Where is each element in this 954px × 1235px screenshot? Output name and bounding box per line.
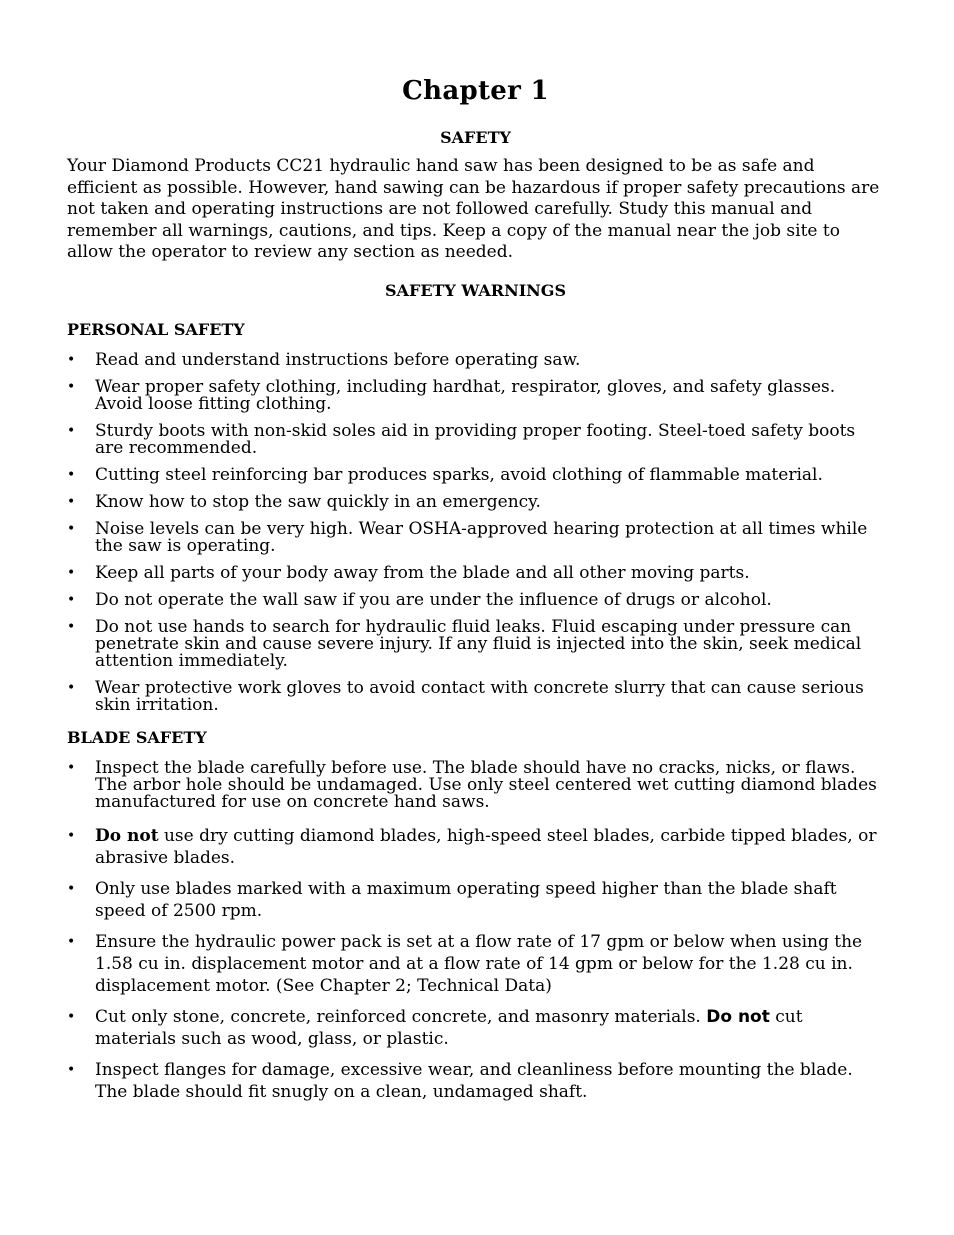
list-item: • Sturdy boots with non-skid soles aid in providing proper footing. Steel-toed safety boots are recommended. <box>67 420 856 458</box>
list-item: • Ensure the hydraulic power pack is set at a flow rate of 17 gpm or below when using the 1.58 cu in. displacement motor and at a flow rate of 14 gpm or below for the 1.28 cu in. displacement motor. (See Chapter 2; Technical Data) <box>67 931 863 996</box>
safety-heading: SAFETY <box>440 128 511 147</box>
bullet-icon: • <box>67 378 76 395</box>
list-item: • Cut only stone, concrete, reinforced concrete, and masonry materials. Do not cut materials such as wood, glass, or plastic. <box>67 1006 803 1049</box>
chapter-title: Chapter 1 <box>402 76 549 106</box>
list-item: • Inspect flanges for damage, excessive wear, and cleanliness before mounting the blade. The blade should fit snugly on a clean, undamaged shaft. <box>67 1059 853 1102</box>
bullet-icon: • <box>67 466 76 483</box>
bullet-icon: • <box>67 880 76 897</box>
safety-intro-paragraph: Your Diamond Products CC21 hydraulic hand saw has been designed to be as safe and efficient as possible. However, hand sawing can be hazardous if proper safety precautions are not taken and operating instructions are not followed carefully. Study this manual and remember all warnings, cautions, and tips. Keep a copy of the manual near the job site to allow the operator to review any section as needed. <box>67 156 880 263</box>
bullet-icon: • <box>67 1061 76 1078</box>
list-item: • Do not use dry cutting diamond blades, high-speed steel blades, carbide tipped blades, or abrasive blades. <box>67 825 877 868</box>
bullet-icon: • <box>67 618 76 635</box>
list-item: • Inspect the blade carefully before use. The blade should have no cracks, nicks, or flaws. The arbor hole should be undamaged. Use only steel centered wet cutting diamond blades manufactured for use on concrete hand saws. <box>67 757 877 812</box>
bullet-icon: • <box>67 564 76 581</box>
blade-safety-list <box>67 757 884 1103</box>
list-item: • Only use blades marked with a maximum operating speed higher than the blade shaft speed of 2500 rpm. <box>67 878 837 921</box>
personal-safety-heading: PERSONAL SAFETY <box>67 319 245 339</box>
list-item: • Wear protective work gloves to avoid contact with concrete slurry that can cause serious skin irritation. <box>67 677 864 715</box>
bullet-icon: • <box>67 827 76 844</box>
list-item: • Do not operate the wall saw if you are under the influence of drugs or alcohol. <box>67 589 772 610</box>
list-item: • Read and understand instructions before operating saw. <box>67 349 581 370</box>
do-not-emphasis: Do not <box>95 825 159 846</box>
list-item: • Noise levels can be very high. Wear OSHA-approved hearing protection at all times while the saw is operating. <box>67 518 868 556</box>
list-item: • Know how to stop the saw quickly in an emergency. <box>67 491 541 512</box>
list-item: • Keep all parts of your body away from the blade and all other moving parts. <box>67 562 750 583</box>
bullet-icon: • <box>67 493 76 510</box>
bullet-icon: • <box>67 520 76 537</box>
personal-safety-list <box>67 349 884 715</box>
blade-safety-heading: BLADE SAFETY <box>67 727 207 747</box>
do-not-emphasis: Do not <box>706 1006 770 1027</box>
bullet-icon: • <box>67 591 76 608</box>
list-item: • Do not use hands to search for hydraulic fluid leaks. Fluid escaping under pressure can penetrate skin and cause severe injury. If any fluid is injected into the skin, seek medical attention immediately. <box>67 616 862 671</box>
bullet-icon: • <box>67 1008 76 1025</box>
bullet-icon: • <box>67 933 76 950</box>
bullet-icon: • <box>67 679 76 696</box>
bullet-icon: • <box>67 422 76 439</box>
list-item: • Cutting steel reinforcing bar produces sparks, avoid clothing of flammable material. <box>67 464 823 485</box>
list-item: • Wear proper safety clothing, including hardhat, respirator, gloves, and safety glasses. Avoid loose fitting clothing. <box>67 376 836 414</box>
safety-warnings-heading: SAFETY WARNINGS <box>384 280 567 300</box>
bullet-icon: • <box>67 351 76 368</box>
bullet-icon: • <box>67 759 76 776</box>
